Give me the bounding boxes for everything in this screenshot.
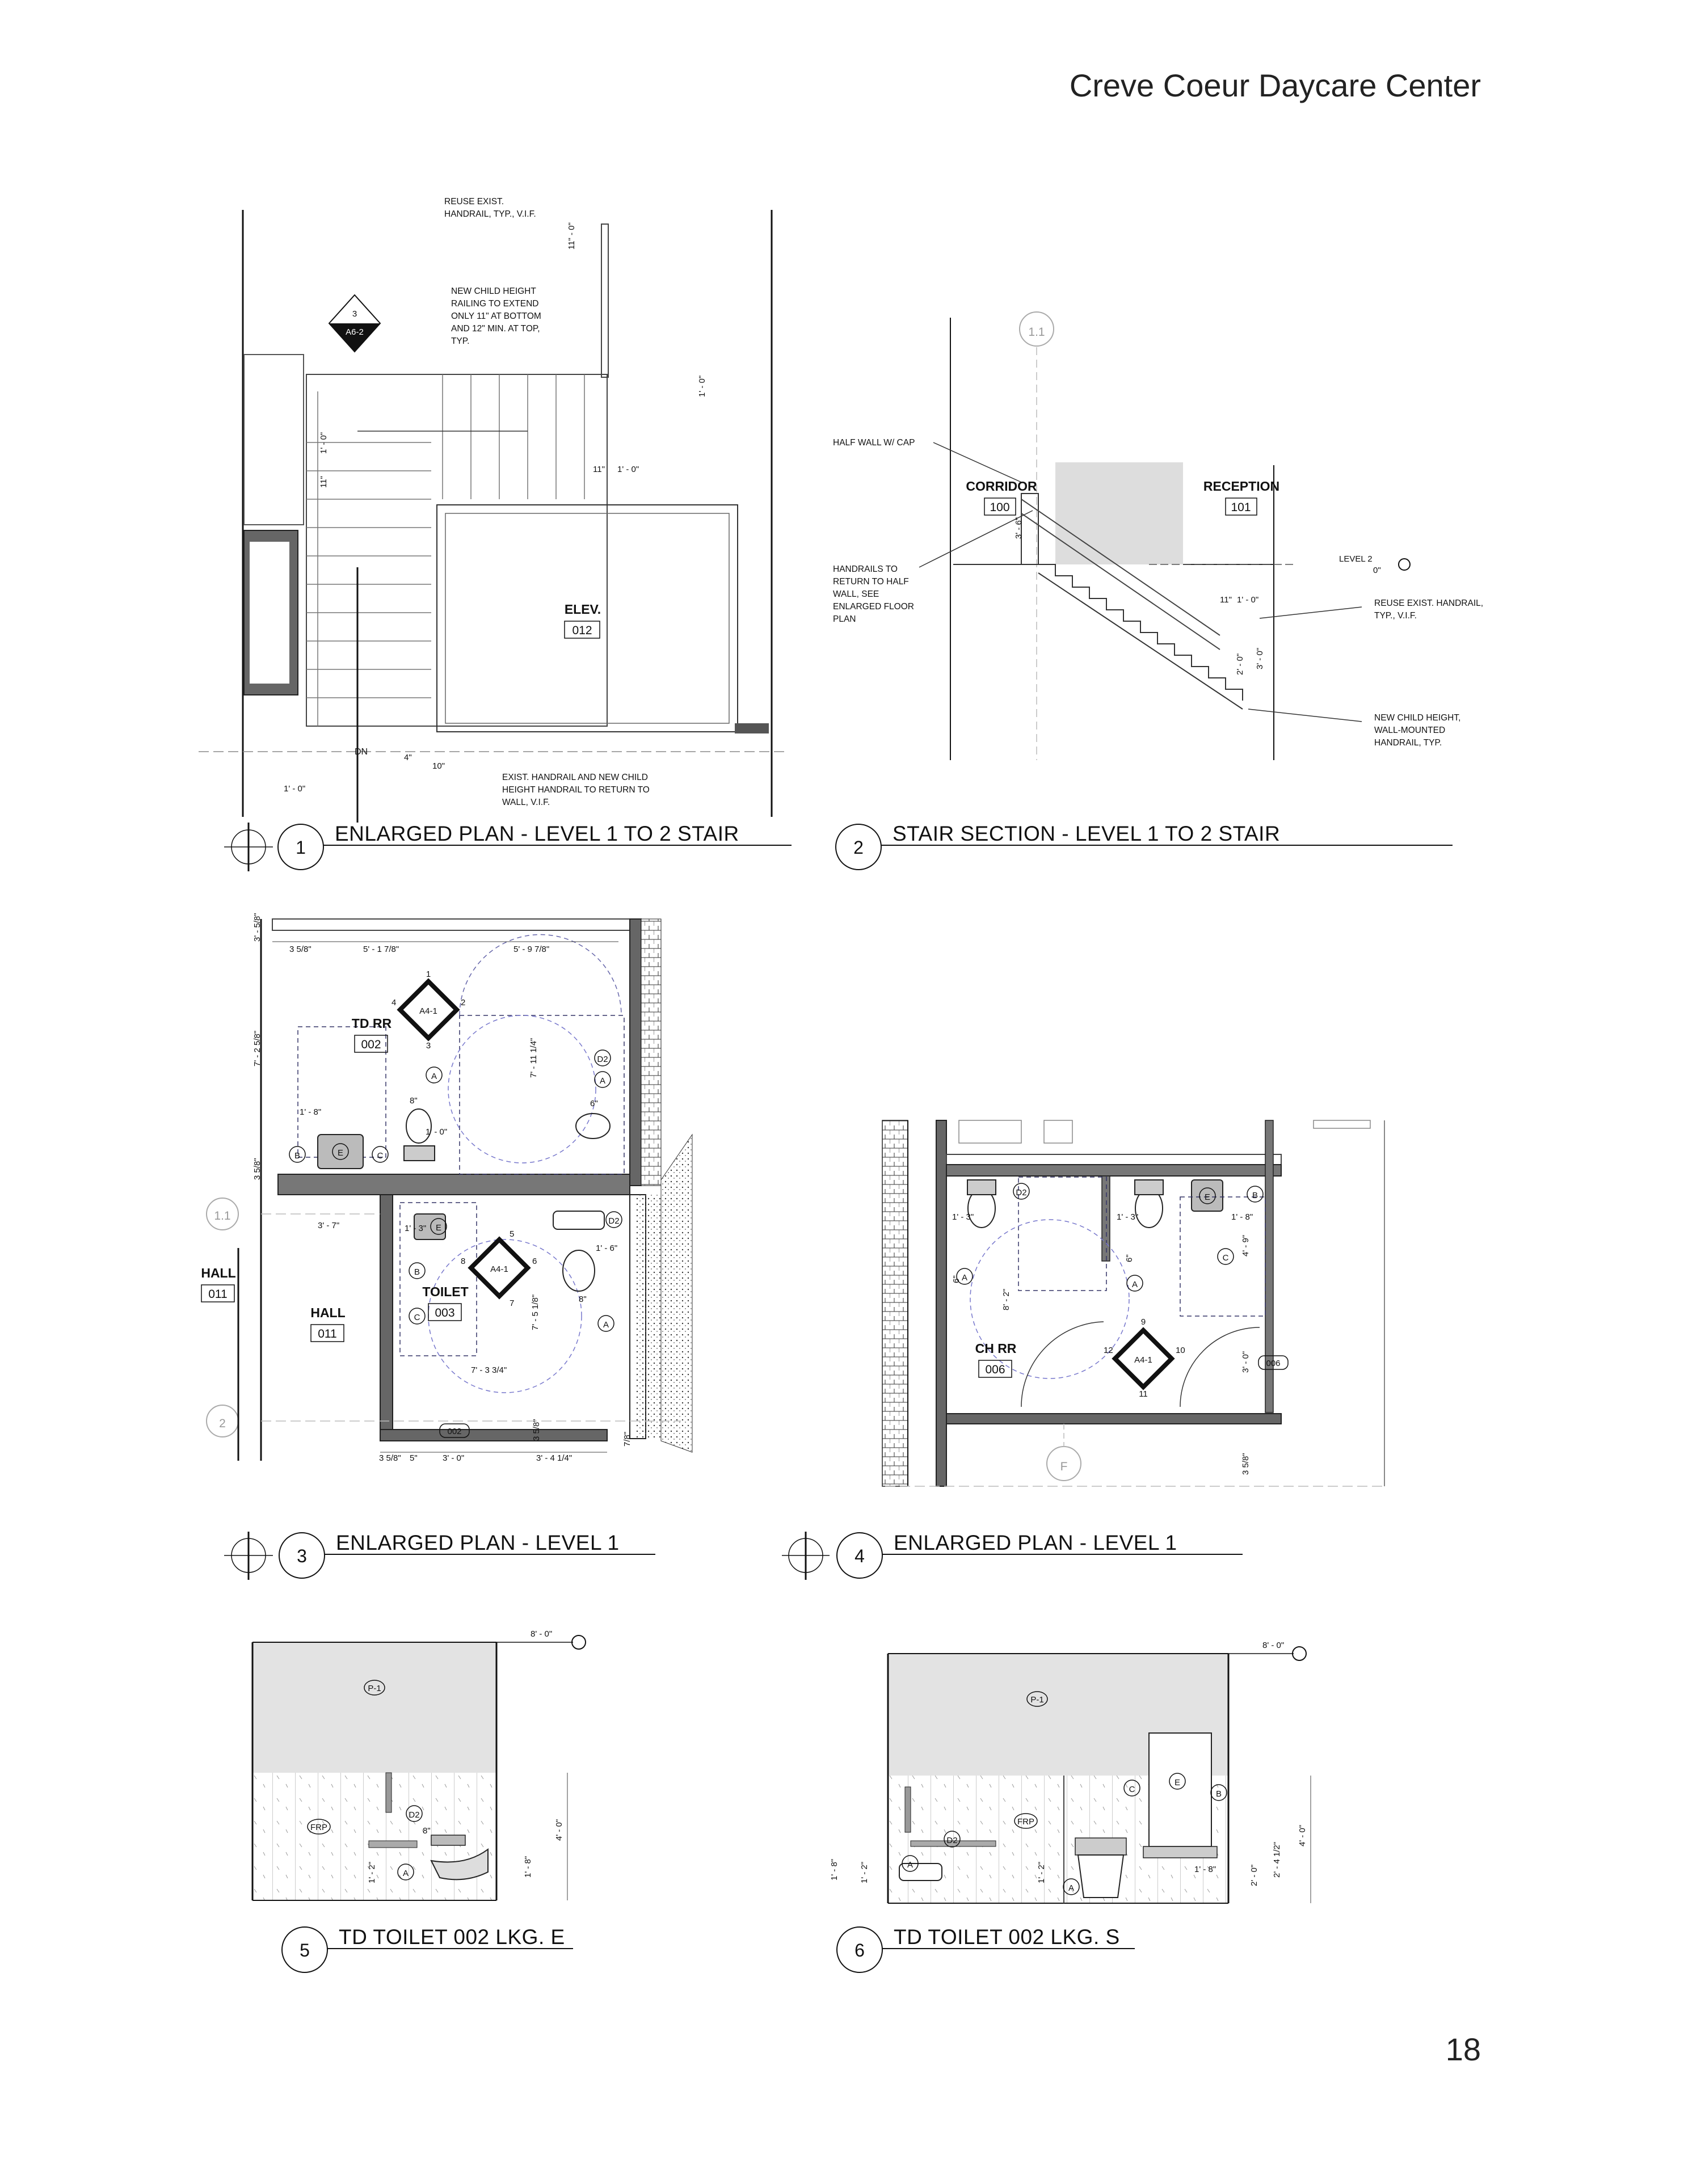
v3-m1-center: A4-1 — [419, 1006, 437, 1016]
v3-room-4-number: 011 — [318, 1327, 337, 1340]
v2-dim-d: 2' - 0" — [1235, 653, 1245, 675]
v1-dim-f: 1' - 0" — [617, 465, 639, 474]
view-6-elevation — [830, 1641, 1311, 1903]
svg-text:B: B — [1215, 1789, 1222, 1799]
svg-text:C: C — [1222, 1253, 1229, 1263]
v3-room-3-name: HALL — [201, 1266, 236, 1280]
v3-room-1-name: TD RR — [351, 1016, 392, 1031]
svg-text:D2: D2 — [1016, 1188, 1027, 1198]
view-6-title: TD TOILET 002 LKG. S — [894, 1925, 1120, 1949]
v2-note-hr-5: PLAN — [833, 614, 856, 624]
v4-marker-n2: 10 — [1176, 1346, 1185, 1355]
v2-note-child-1: NEW CHILD HEIGHT, — [1374, 713, 1461, 723]
svg-text:A: A — [1131, 1280, 1138, 1289]
svg-text:1' - 8": 1' - 8" — [300, 1107, 322, 1117]
view-5-title: TD TOILET 002 LKG. E — [339, 1925, 565, 1949]
view-4-title: ENLARGED PLAN - LEVEL 1 — [894, 1531, 1177, 1554]
svg-text:4' - 0": 4' - 0" — [1298, 1824, 1307, 1846]
svg-text:8' - 2": 8' - 2" — [1001, 1288, 1011, 1310]
svg-text:C: C — [1129, 1785, 1135, 1794]
svg-text:B: B — [414, 1267, 420, 1277]
v3-room-4-name: HALL — [310, 1305, 346, 1320]
v4-marker-center: A4-1 — [1134, 1355, 1152, 1365]
v2-room-1-number: 100 — [990, 501, 1010, 514]
svg-text:7' - 3 3/4": 7' - 3 3/4" — [471, 1365, 507, 1375]
svg-text:A: A — [961, 1273, 968, 1283]
svg-text:C: C — [414, 1313, 420, 1322]
view-6-number: 6 — [854, 1940, 865, 1960]
svg-text:3 5/8": 3 5/8" — [289, 945, 311, 954]
svg-text:3' - 0": 3' - 0" — [443, 1453, 465, 1463]
svg-text:1' - 2": 1' - 2" — [367, 1861, 377, 1883]
svg-text:8": 8" — [423, 1826, 431, 1836]
svg-text:1' - 3": 1' - 3" — [952, 1212, 974, 1222]
v1-note-reuse-1: REUSE EXIST. — [444, 197, 504, 206]
v3-door-tag: 002 — [447, 1427, 462, 1436]
view-title-2 — [836, 822, 1453, 870]
v2-note-hr-3: WALL, SEE — [833, 589, 879, 599]
v2-note-reuse-2: TYP., V.I.F. — [1374, 611, 1417, 621]
v1-dim-c: 11" — [319, 476, 329, 488]
v4-marker-n3: 11 — [1139, 1389, 1148, 1399]
v1-dn: DN — [355, 747, 368, 757]
v3-m1-n3: 3 — [426, 1041, 431, 1051]
svg-text:A: A — [907, 1860, 914, 1870]
view-title-3 — [224, 1531, 655, 1580]
v1-dim-a: 11" - 0" — [567, 222, 576, 250]
v3-m2-n3: 7 — [510, 1298, 515, 1308]
svg-text:3' - 4 1/4": 3' - 4 1/4" — [536, 1453, 573, 1463]
v3-m1-n4: 4 — [392, 998, 397, 1007]
v6-level: 8' - 0" — [1262, 1641, 1285, 1650]
svg-text:A: A — [431, 1072, 437, 1081]
v1-note-child-4: AND 12" MIN. AT TOP, — [451, 324, 540, 334]
v5-level: 8' - 0" — [531, 1629, 553, 1639]
v1-dim-e: 11" — [593, 465, 605, 474]
v3-room-3-number: 011 — [208, 1288, 228, 1301]
svg-text:D2: D2 — [597, 1055, 608, 1064]
v3-m1-n2: 2 — [461, 998, 466, 1007]
v2-room-2-number: 101 — [1231, 501, 1251, 514]
svg-text:FRP: FRP — [1017, 1817, 1034, 1827]
v1-dim-b: 1' - 0" — [697, 375, 707, 397]
svg-text:P-1: P-1 — [368, 1684, 381, 1693]
svg-text:D2: D2 — [608, 1216, 620, 1226]
view-3-number: 3 — [297, 1546, 307, 1566]
v3-m2-center: A4-1 — [490, 1264, 508, 1274]
svg-text:6": 6" — [1125, 1254, 1134, 1262]
svg-text:7' - 11 1/4": 7' - 11 1/4" — [529, 1038, 538, 1078]
v2-note-halfwall: HALF WALL W/ CAP — [833, 438, 915, 448]
v4-room-number: 006 — [985, 1363, 1005, 1376]
svg-text:E: E — [435, 1223, 442, 1233]
svg-text:2' - 0": 2' - 0" — [1249, 1864, 1259, 1886]
svg-text:3' - 0": 3' - 0" — [1241, 1351, 1251, 1373]
svg-text:E: E — [1174, 1778, 1181, 1787]
view-title-1 — [224, 822, 792, 871]
view-2-stair-section — [833, 312, 1483, 760]
v1-note-exist-3: WALL, V.I.F. — [502, 798, 550, 807]
svg-text:8": 8" — [410, 1096, 418, 1106]
v3-m2-n2: 6 — [532, 1257, 537, 1266]
svg-text:A: A — [402, 1869, 409, 1878]
v1-note-exist-2: HEIGHT HANDRAIL TO RETURN TO — [502, 785, 650, 795]
svg-text:1' - 2": 1' - 2" — [1037, 1861, 1046, 1883]
view-title-6 — [837, 1925, 1135, 1972]
v4-room-name: CH RR — [975, 1341, 1017, 1356]
page-number: 18 — [1445, 2031, 1481, 2067]
v1-note-child-1: NEW CHILD HEIGHT — [451, 286, 536, 296]
v2-note-hr-1: HANDRAILS TO — [833, 564, 898, 574]
svg-text:1' - 0": 1' - 0" — [426, 1127, 448, 1137]
svg-text:E: E — [337, 1148, 344, 1158]
svg-text:A: A — [1068, 1883, 1075, 1893]
svg-text:7' - 5 1/8": 7' - 5 1/8" — [531, 1294, 540, 1330]
svg-text:7/8": 7/8" — [622, 1431, 632, 1447]
svg-text:D2: D2 — [409, 1810, 420, 1820]
svg-text:2' - 4 1/2": 2' - 4 1/2" — [1272, 1841, 1282, 1878]
document-title: Creve Coeur Daycare Center — [1069, 68, 1481, 103]
v1-room-number: 012 — [572, 624, 592, 637]
v3-m1-n1: 1 — [426, 969, 431, 979]
svg-text:4' - 0": 4' - 0" — [554, 1819, 564, 1841]
v3-room-2-name: TOILET — [422, 1284, 469, 1299]
svg-text:C: C — [377, 1151, 384, 1161]
svg-text:5' - 9 7/8": 5' - 9 7/8" — [513, 945, 550, 954]
svg-text:1' - 6": 1' - 6" — [596, 1243, 618, 1253]
v2-grid: 1.1 — [1028, 326, 1045, 339]
v3-grid-2: 2 — [219, 1417, 226, 1430]
v4-marker-n1: 9 — [1140, 1317, 1146, 1327]
v1-note-reuse-2: HANDRAIL, TYP., V.I.F. — [444, 209, 536, 219]
svg-text:1' - 2": 1' - 2" — [860, 1861, 869, 1883]
v4-door-tag: 006 — [1266, 1359, 1281, 1368]
view-1-stair-plan — [199, 197, 789, 823]
v1-section-top: 3 — [352, 309, 357, 319]
v1-dim-d: 1' - 0" — [319, 432, 329, 454]
v2-dim-b: 11" — [1220, 595, 1232, 605]
svg-text:1' - 3": 1' - 3" — [405, 1224, 427, 1233]
svg-text:E: E — [1204, 1192, 1211, 1202]
svg-text:7' - 2 5/8": 7' - 2 5/8" — [252, 1030, 262, 1066]
v2-note-hr-2: RETURN TO HALF — [833, 577, 909, 587]
view-3-title: ENLARGED PLAN - LEVEL 1 — [336, 1531, 620, 1554]
svg-text:B: B — [1252, 1191, 1258, 1200]
v2-level-elev: 0" — [1373, 566, 1381, 575]
v1-room-name: ELEV. — [564, 602, 601, 617]
view-2-title: STAIR SECTION - LEVEL 1 TO 2 STAIR — [893, 822, 1281, 845]
v1-section-bottom: A6-2 — [346, 327, 364, 337]
v2-room-1-name: CORRIDOR — [966, 479, 1037, 494]
view-title-4 — [782, 1531, 1243, 1580]
v1-note-child-5: TYP. — [451, 336, 470, 346]
view-5-elevation — [252, 1629, 586, 1900]
svg-text:1' - 8": 1' - 8" — [523, 1856, 533, 1878]
v4-marker-n4: 12 — [1104, 1346, 1113, 1355]
view-1-number: 1 — [296, 837, 306, 858]
v1-note-child-3: ONLY 11" AT BOTTOM — [451, 311, 541, 321]
svg-text:D2: D2 — [946, 1836, 958, 1845]
svg-text:1' - 8": 1' - 8" — [830, 1858, 839, 1881]
view-3-plan — [201, 913, 692, 1463]
view-1-title: ENLARGED PLAN - LEVEL 1 TO 2 STAIR — [335, 822, 739, 845]
view-title-5 — [282, 1925, 573, 1972]
v1-note-child-2: RAILING TO EXTEND — [451, 299, 539, 309]
svg-text:1' - 8": 1' - 8" — [1231, 1212, 1253, 1222]
svg-text:5": 5" — [410, 1453, 418, 1463]
v2-level-name: LEVEL 2 — [1339, 554, 1373, 564]
svg-text:3 5/8": 3 5/8" — [379, 1453, 401, 1463]
view-4-plan — [882, 1120, 1384, 1486]
v3-m2-n1: 5 — [510, 1229, 515, 1239]
v3-room-1-number: 002 — [361, 1038, 381, 1051]
v3-room-2-number: 003 — [435, 1306, 455, 1319]
svg-text:B: B — [294, 1151, 301, 1161]
v2-note-hr-4: ENLARGED FLOOR — [833, 602, 914, 612]
v2-dim-c: 1' - 0" — [1237, 595, 1259, 605]
v2-note-child-3: HANDRAIL, TYP. — [1374, 738, 1442, 748]
v3-grid-1: 1.1 — [214, 1209, 231, 1222]
svg-text:P-1: P-1 — [1030, 1695, 1044, 1705]
svg-text:4' - 9": 4' - 9" — [1241, 1234, 1251, 1257]
svg-text:3 5/8": 3 5/8" — [1241, 1453, 1251, 1475]
v2-note-child-2: WALL-MOUNTED — [1374, 726, 1446, 735]
svg-text:3 5/8": 3 5/8" — [252, 1158, 262, 1180]
v1-note-exist-1: EXIST. HANDRAIL AND NEW CHILD — [502, 773, 648, 782]
view-4-number: 4 — [854, 1546, 865, 1566]
svg-text:5' - 1 7/8": 5' - 1 7/8" — [363, 945, 399, 954]
svg-text:6": 6" — [590, 1099, 598, 1108]
v4-grid: F — [1060, 1460, 1068, 1473]
v2-dim-e: 3' - 0" — [1255, 647, 1265, 669]
v2-dim-a: 3' - 6" — [1014, 517, 1024, 539]
v3-m2-n4: 8 — [461, 1257, 466, 1266]
v2-note-reuse-1: REUSE EXIST. HANDRAIL, — [1374, 598, 1484, 608]
v1-dim-g: 1' - 0" — [284, 784, 306, 794]
view-5-number: 5 — [300, 1940, 310, 1960]
svg-text:8": 8" — [579, 1295, 587, 1304]
svg-text:FRP: FRP — [310, 1823, 327, 1832]
svg-text:1' - 8": 1' - 8" — [1194, 1865, 1216, 1874]
v1-dim-i: 10" — [432, 761, 445, 771]
svg-text:1' - 3": 1' - 3" — [1117, 1212, 1139, 1222]
v2-room-2-name: RECEPTION — [1203, 479, 1280, 494]
v1-dim-h: 4" — [404, 753, 412, 762]
svg-text:3' - 7": 3' - 7" — [318, 1221, 340, 1230]
svg-text:A: A — [603, 1320, 609, 1330]
svg-text:3 5/8": 3 5/8" — [532, 1419, 541, 1441]
svg-text:3' - 5/8": 3' - 5/8" — [252, 913, 262, 942]
svg-text:A: A — [599, 1076, 606, 1086]
svg-text:6": 6" — [952, 1275, 961, 1283]
view-2-number: 2 — [853, 837, 864, 858]
